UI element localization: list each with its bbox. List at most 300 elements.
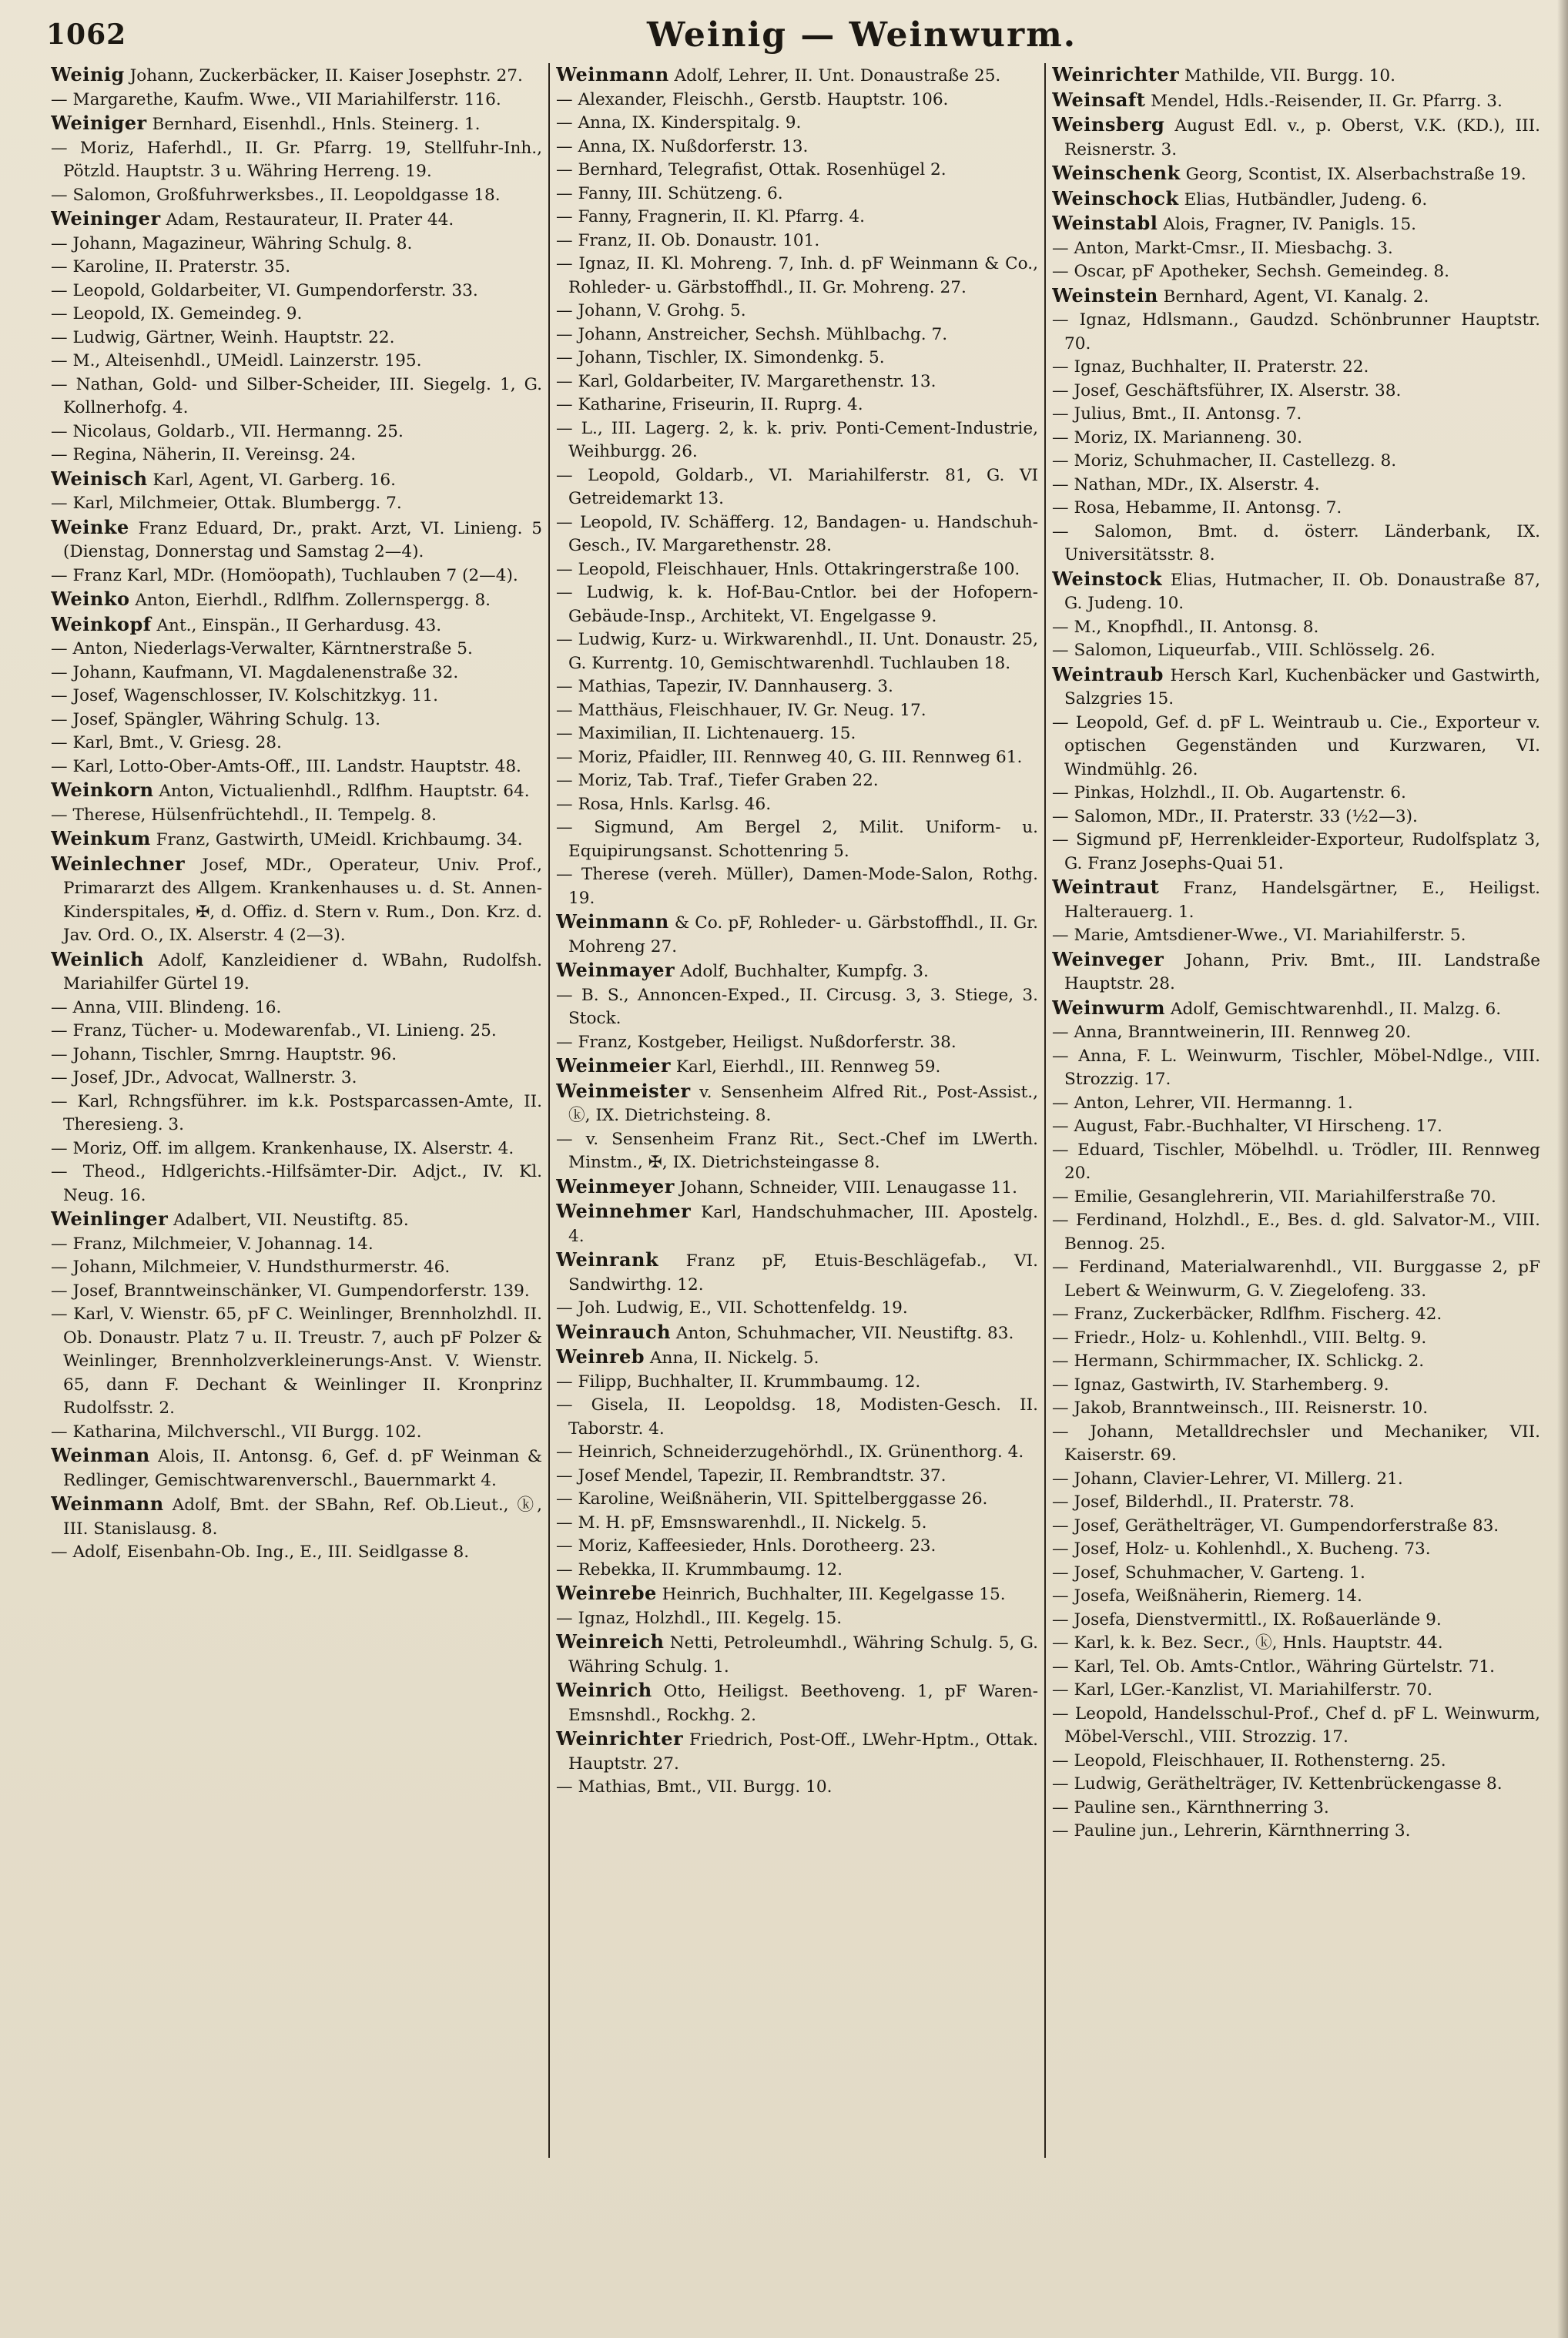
entry-text: — Johann, Kaufmann, VI. Magdalenenstraße 32. [51,662,459,682]
directory-entry [51,137,542,184]
directory-entry [51,996,542,1020]
entry-text: Johann, Schneider, VIII. Lenaugasse 11. [674,1177,1017,1197]
directory-entry [1052,1256,1540,1303]
entry-text: — Alexander, Fleischh., Gerstb. Hauptstr. 106. [556,89,949,109]
directory-entry-surname [1052,162,1540,187]
directory-entry-surname [51,613,542,638]
directory-entry-surname [51,112,542,137]
entry-text: — Franz, II. Ob. Donaustr. 101. [556,230,820,250]
directory-entry-surname [51,516,542,564]
directory-entry [556,1776,1038,1800]
entry-surname: Weinwurm [1052,996,1165,1019]
entry-text: Elias, Hutmacher, II. Ob. Donaustraße 87, G. Judeng. 10. [1064,570,1540,613]
entry-text: — Katharina, Milchverschl., VII Burgg. 102. [51,1422,422,1442]
directory-entry-surname [556,959,1038,984]
entry-surname: Weiniger [51,112,147,134]
entry-surname: Weinreich [556,1630,665,1653]
entry-text: — Josef, Schuhmacher, V. Garteng. 1. [1052,1563,1365,1583]
directory-entry [51,184,542,208]
entry-text: Alois, Fragner, IV. Panigls. 15. [1158,215,1417,234]
directory-entry [51,1067,542,1090]
entry-surname: Weinisch [51,467,148,490]
directory-entry [556,628,1038,675]
entry-text: — Anna, IX. Nußdorferstr. 13. [556,136,809,156]
entry-text: — Therese (vereh. Müller), Damen-Mode-Salon, Rothg. 19. [556,865,1038,908]
entry-text: — Regina, Näherin, II. Vereinsg. 24. [51,445,357,464]
directory-entry [556,1559,1038,1583]
entry-text: Adolf, Kanzleidiener d. WBahn, Rudolfsh. Mariahilfer Gürtel 19. [63,950,542,993]
directory-entry [51,804,542,828]
entry-surname: Weinman [51,1444,150,1466]
directory-entry-surname [556,1080,1038,1128]
directory-entry [1052,1209,1540,1256]
entry-text: — Emilie, Gesanglehrerin, VII. Mariahilferstraße 70. [1052,1187,1496,1207]
directory-entry [51,732,542,755]
directory-entry [556,1297,1038,1321]
directory-entry [51,1161,542,1208]
directory-entry-surname [51,63,542,89]
directory-entry [51,420,542,444]
entry-text: — Josef, Bilderhdl., II. Praterstr. 78. [1052,1492,1355,1512]
entry-text: Adalbert, VII. Neustiftg. 85. [168,1211,409,1230]
directory-entry-surname [1052,89,1540,114]
directory-entry [51,662,542,685]
directory-entry [51,492,542,516]
directory-entry-surname [556,1248,1038,1297]
directory-entry [51,1233,542,1257]
directory-entry [1052,1397,1540,1421]
entry-text: — Jakob, Branntweinsch., III. Reisnerstr. 10. [1052,1398,1429,1418]
entry-text: — Joh. Ludwig, E., VII. Schottenfeldg. 19. [556,1298,908,1318]
entry-text: Mendel, Hdls.-Reisender, II. Gr. Pfarrg. 3. [1145,91,1503,111]
directory-entry [51,1541,542,1565]
entry-text: — Hermann, Schirmmacher, IX. Schlickg. 2. [1052,1352,1425,1371]
entry-surname: Weinmann [51,1492,164,1515]
directory-entry [1052,1585,1540,1609]
directory-entry [1052,924,1540,948]
entry-text: — Anton, Niederlags-Verwalter, Kärntnerstraße 5. [51,639,473,658]
entry-text: — Franz, Zuckerbäcker, Rdlfhm. Fischerg. 42. [1052,1305,1442,1324]
entry-text: — Anna, IX. Kinderspitalg. 9. [556,113,802,132]
directory-entry [1052,1773,1540,1797]
entry-text: — Josef, Geschäftsführer, IX. Alserstr. 38. [1052,380,1402,400]
directory-entry [51,256,542,280]
entry-text: — Fanny, Fragnerin, II. Kl. Pfarrg. 4. [556,207,866,226]
entry-text: Georg, Scontist, IX. Alserbachstraße 19. [1180,165,1526,184]
entry-text: — Pauline sen., Kärnthnerring 3. [1052,1797,1329,1817]
entry-surname: Weinke [51,515,129,538]
directory-entry [556,1465,1038,1489]
entry-text: — Leopold, Goldarbeiter, VI. Gumpendorferstr. 33. [51,280,478,300]
entry-text: v. Sensenheim Alfred Rit., Post-Assist., ⓚ, IX. Dietrichsteing. 8. [568,1082,1038,1125]
entry-text: — Mathias, Tapezir, IV. Dannhauserg. 3. [556,677,893,696]
entry-surname: Weinmeyer [556,1174,675,1197]
directory-entry-surname [556,1582,1038,1607]
directory-entry [1052,1115,1540,1139]
entry-text: — B. S., Annoncen-Exped., II. Circusg. 3, 3. Stiege, 3. Stock. [556,985,1038,1028]
entry-text: — Sigmund, Am Bergel 2, Milit. Uniform- u. Equipirungsanst. Schottenring 5. [556,818,1038,861]
entry-surname: Weinreb [556,1345,645,1368]
entry-text: — Salomon, Bmt. d. österr. Länderbank, IX. Universitätsstr. 8. [1052,521,1540,564]
entry-text: — Leopold, Handelsschul-Prof., Chef d. pF L. Weinwurm, Möbel-Verschl., VIII. Strozzig. 17. [1052,1703,1540,1747]
directory-entry-surname [1052,663,1540,712]
directory-entry [51,1090,542,1137]
entry-text: Franz, Gastwirth, UMeidl. Krichbaumg. 34. [150,830,523,849]
directory-entry [1052,782,1540,806]
entry-text: — Sigmund pF, Herrenkleider-Exporteur, Rudolfsplatz 3, G. Franz Josephs-Quai 51. [1052,830,1540,873]
directory-entry-surname [51,827,542,852]
directory-entry [1052,1538,1540,1562]
entry-surname: Weinmann [556,910,669,933]
directory-entry-surname [1052,212,1540,237]
directory-entry [51,373,542,420]
directory-entry [556,323,1038,347]
directory-entry [1052,1515,1540,1539]
entry-text: Karl, Agent, VI. Garberg. 16. [147,470,396,490]
page-header [46,14,1540,60]
directory-entry [1052,1562,1540,1586]
page-edge-shadow [1557,0,1568,2338]
directory-entry [1052,521,1540,568]
entry-text: — Filipp, Buchhalter, II. Krummbaumg. 12. [556,1372,921,1392]
directory-entry [1052,1632,1540,1656]
directory-entry-surname [556,1175,1038,1201]
entry-text: Johann, Zuckerbäcker, II. Kaiser Josephstr. 27. [124,66,523,85]
entry-text: Anton, Schuhmacher, VII. Neustiftg. 83. [671,1323,1014,1343]
entry-text: Hersch Karl, Kuchenbäcker und Gastwirth, Salzgries 15. [1064,665,1540,708]
directory-entry [1052,380,1540,404]
entry-text: — Gisela, II. Leopoldsg. 18, Modisten-Gesch. II. Taborstr. 4. [556,1395,1038,1439]
directory-entry [556,417,1038,464]
directory-entry [1052,1374,1540,1398]
entry-text: — Nathan, Gold- und Silber-Scheider, III. Siegelg. 1, G. Kollnerhofg. 4. [51,374,542,417]
entry-text: — Katharine, Friseurin, II. Ruprg. 4. [556,395,863,414]
directory-entry [1052,450,1540,474]
entry-surname: Weinrich [556,1679,652,1701]
directory-entry [556,1031,1038,1055]
directory-entry [51,444,542,467]
entry-text: — Leopold, Fleischhauer, Hnls. Ottakringerstraße 100. [556,559,1020,579]
entry-surname: Weintraub [1052,662,1164,685]
entry-surname: Weinig [51,63,125,85]
directory-entry [1052,497,1540,521]
entry-text: Anna, II. Nickelg. 5. [645,1348,819,1368]
entry-text: — Therese, Hülsenfrüchtehdl., II. Tempelg. 8. [51,805,437,825]
entry-text: — Ludwig, Gärtner, Weinh. Hauptstr. 22. [51,327,395,347]
entry-text: — Nicolaus, Goldarb., VII. Hermanng. 25. [51,421,404,441]
entry-text: — Johann, Milchmeier, V. Hundsthurmerstr. 46. [51,1258,451,1277]
entry-text: — v. Sensenheim Franz Rit., Sect.-Chef im LWerth. Minstm., ✠, IX. Dietrichsteingasse 8. [556,1129,1038,1172]
directory-entry [556,300,1038,323]
directory-entry [556,511,1038,558]
directory-entry-surname [51,1208,542,1233]
directory-entry [556,1441,1038,1465]
entry-text: — Moriz, Haferhdl., II. Gr. Pfarrg. 19, Stellfuhr-Inh., Pötzld. Hauptstr. 3 u. Währing Herreng. 19. [51,138,542,181]
directory-entry [51,89,542,112]
directory-entry-surname [556,1345,1038,1371]
entry-text: — Karl, V. Wienstr. 65, pF C. Weinlinger, Brennholzhdl. II. Ob. Donaustr. Platz 7 u. II. Treustr. 7, auch pF Polzer & Weinlinger, Brennholzverkleinerungs-Anst. V. Wienstr. 65, dann F. Dechant & Weinlinger II. Kronprinz Rudolfsstr. 2. [51,1305,542,1418]
entry-text: — Salomon, MDr., II. Praterstr. 33 (½2—3). [1052,806,1418,826]
entry-text: — Fanny, III. Schützeng. 6. [556,183,783,203]
entry-text: — Karl, LGer.-Kanzlist, VI. Mariahilferstr. 70. [1052,1680,1433,1700]
entry-text: — Moriz, Off. im allgem. Krankenhause, IX. Alserstr. 4. [51,1138,514,1158]
entry-text: Johann, Priv. Bmt., III. Landstraße Hauptstr. 28. [1064,950,1540,993]
directory-entry [1052,1797,1540,1820]
directory-entry-surname [51,852,542,948]
directory-entry [556,1371,1038,1395]
directory-entry-surname [51,207,542,233]
directory-entry [556,206,1038,229]
directory-entry [51,303,542,327]
directory-entry [1052,1820,1540,1844]
directory-entry-surname [51,948,542,996]
entry-surname: Weinschock [1052,186,1179,209]
directory-entry-surname [1052,996,1540,1022]
entry-text: — Franz Karl, MDr. (Homöopath), Tuchlauben 7 (2—4). [51,565,518,585]
entry-text: Franz, Handelsgärtner, E., Heiligst. Halterauerg. 1. [1064,879,1540,922]
entry-text: — Theod., Hdlgerichts.-Hilfsämter-Dir. Adjct., IV. Kl. Neug. 16. [51,1162,542,1205]
column-3 [1052,63,1540,2320]
column-1 [51,63,542,2320]
entry-text: — Karl, k. k. Bez. Secr., ⓚ, Hnls. Hauptstr. 44. [1052,1633,1443,1653]
entry-text: — Adolf, Eisenbahn-Ob. Ing., E., III. Seidlgasse 8. [51,1542,470,1562]
entry-text: — Pauline jun., Lehrerin, Kärnthnerring 3. [1052,1821,1411,1841]
directory-entry [1052,639,1540,663]
directory-entry [1052,1186,1540,1210]
entry-text: Franz Eduard, Dr., prakt. Arzt, VI. Linieng. 5 (Dienstag, Donnerstag und Samstag 2—4). [63,518,542,561]
entry-text: & Co. pF, Rohleder- u. Gärbstoffhdl., II. Gr. Mohreng 27. [568,913,1038,956]
entry-text: Franz pF, Etuis-Beschlägefab., VI. Sandwirthg. 12. [568,1251,1038,1295]
entry-text: — Josef, Branntweinschänker, VI. Gumpendorferstr. 139. [51,1281,530,1301]
directory-entry [556,581,1038,628]
entry-text: — Karl, Tel. Ob. Amts-Cntlor., Währing Gürtelstr. 71. [1052,1656,1496,1676]
directory-entry [1052,1139,1540,1186]
entry-text: — Johann, Clavier-Lehrer, VI. Millerg. 21. [1052,1469,1403,1489]
entry-text: — Ignaz, Holzhdl., III. Kegelg. 15. [556,1608,843,1628]
entry-text: — Salomon, Liqueurfab., VIII. Schlösselg. 26. [1052,641,1436,660]
directory-entry-surname [51,588,542,613]
directory-entry [51,708,542,732]
entry-text: — Rebekka, II. Krummbaumg. 12. [556,1559,843,1579]
entry-surname: Weinstock [1052,567,1163,590]
entry-text: — Ignaz, II. Kl. Mohreng. 7, Inh. d. pF Weinmann & Co., Rohleder- u. Gärbstoffhdl., II. Gr. Mohreng. 27. [556,254,1038,297]
entry-text: Karl, Eierhdl., III. Rennweg 59. [671,1057,941,1077]
directory-entry [556,159,1038,183]
entry-surname: Weinrichter [1052,63,1180,85]
directory-entry [51,1043,542,1067]
entry-surname: Weinrebe [556,1582,657,1604]
directory-entry-surname [1052,63,1540,89]
directory-entry-surname [1052,284,1540,310]
directory-entry [51,1421,542,1445]
entry-text: — Moriz, Pfaidler, III. Rennweg 40, G. III. Rennweg 61. [556,747,1023,767]
directory-entry [556,183,1038,206]
entry-text: Adolf, Bmt. der SBahn, Ref. Ob.Lieut., ⓚ, III. Stanislausg. 8. [63,1496,542,1539]
entry-text: — Marie, Amtsdiener-Wwe., VI. Mariahilferstr. 5. [1052,926,1466,945]
entry-surname: Weinrichter [556,1727,684,1750]
directory-entry-surname [1052,876,1540,924]
entry-text: — Josef, Spängler, Währing Schulg. 13. [51,709,380,729]
entry-text: — Karl, Milchmeier, Ottak. Blumbergg. 7. [51,494,402,513]
directory-entry [1052,712,1540,782]
entry-text: — Johann, Anstreicher, Sechsh. Mühlbachg. 7. [556,324,948,344]
entry-text: — Ludwig, Geräthelträger, IV. Kettenbrückengasse 8. [1052,1774,1503,1794]
entry-surname: Weinrank [556,1248,659,1271]
entry-text: — Julius, Bmt., II. Antonsg. 7. [1052,404,1302,424]
entry-text: — Anton, Markt-Cmsr., II. Miesbachg. 3. [1052,238,1393,258]
entry-text: — Franz, Milchmeier, V. Johannag. 14. [51,1234,374,1254]
directory-entry [1052,1750,1540,1774]
directory-entry-surname [51,1444,542,1492]
entry-text: — Ignaz, Gastwirth, IV. Starhemberg. 9. [1052,1375,1389,1395]
entry-text: — Franz, Kostgeber, Heiligst. Nußdorferstr. 38. [556,1032,957,1052]
entry-text: — Rosa, Hnls. Karlsg. 46. [556,794,772,814]
directory-entry [1052,1327,1540,1351]
directory-entry [51,685,542,708]
directory-entry [1052,237,1540,261]
entry-text: Heinrich, Buchhalter, III. Kegelgasse 15. [656,1585,1006,1604]
directory-entry-surname [556,1321,1038,1346]
entry-text: — Josef Mendel, Tapezir, II. Rembrandtstr. 37. [556,1465,946,1486]
entry-text: — Johann, Magazineur, Währing Schulg. 8. [51,233,413,253]
entry-text: — Rosa, Hebamme, II. Antonsg. 7. [1052,498,1342,518]
entry-text: — Margarethe, Kaufm. Wwe., VII Mariahilferstr. 116. [51,89,501,109]
directory-entry [556,793,1038,817]
entry-text: — M., Knopfhdl., II. Antonsg. 8. [1052,617,1319,637]
directory-entry [1052,260,1540,284]
entry-text: — Mathias, Bmt., VII. Burgg. 10. [556,1777,833,1797]
entry-text: Otto, Heiligst. Beethoveng. 1, pF Waren-Emsnshdl., Rockhg. 2. [568,1682,1038,1725]
directory-entry-surname [51,779,542,804]
directory-entry [1052,1045,1540,1092]
entry-text: — Karl, Goldarbeiter, IV. Margarethenstr. 13. [556,371,936,391]
directory-entry [556,464,1038,511]
directory-entry [1052,806,1540,829]
entry-text: Ant., Einspän., II Gerhardusg. 43. [151,615,442,635]
directory-entry [1052,403,1540,427]
directory-entry [51,327,542,350]
entry-text: — Karoline, Weißnäherin, VII. Spittelberggasse 26. [556,1489,988,1509]
entry-surname: Weinsaft [1052,88,1146,111]
directory-entry [1052,427,1540,451]
entry-text: — Josefa, Dienstvermittl., IX. Roßauerlände 9. [1052,1609,1442,1630]
entry-text: — Karl, Bmt., V. Griesg. 28. [51,733,282,752]
directory-entry [1052,1021,1540,1045]
entry-surname: Weinmeister [556,1079,691,1102]
entry-text: — Moriz, Kaffeesieder, Hnls. Dorotheerg. 23. [556,1536,936,1556]
directory-entry-surname [1052,187,1540,213]
entry-text: — Johann, V. Grohg. 5. [556,301,746,320]
entry-surname: Weinmeier [556,1054,672,1077]
directory-entry [556,1128,1038,1175]
directory-entry-surname [51,1492,542,1541]
entry-text: — Josef, Holz- u. Kohlenhdl., X. Bucheng. 73. [1052,1539,1431,1559]
directory-entry [556,746,1038,770]
entry-text: Josef, MDr., Operateur, Univ. Prof., Primararzt des Allgem. Krankenhauses u. d. St. Annen-Kinderspitales, ✠, d. Offiz. d. Stern v. Rum., Don. Krz. d. Jav. Ord. O., IX. Alserstr. 4 (2—3). [63,855,542,945]
directory-entry [1052,1303,1540,1327]
entry-text: — Karl, Lotto-Ober-Amts-Off., III. Landstr. Hauptstr. 48. [51,756,521,776]
directory-entry [1052,1468,1540,1492]
directory-entry-surname [1052,113,1540,162]
directory-entry [556,1488,1038,1512]
page-number: 1062 [46,18,127,51]
directory-entry [51,564,542,588]
directory-entry-surname [1052,568,1540,616]
directory-entry [556,229,1038,253]
directory-entry [1052,1703,1540,1750]
directory-entry-surname [556,1054,1038,1080]
entry-surname: Weintraut [1052,876,1160,898]
entry-text: — Moriz, IX. Mariannеng. 30. [1052,427,1303,447]
entry-text: — Matthäus, Fleischhauer, IV. Gr. Neug. 17. [556,700,926,720]
entry-text: — L., III. Lagerg. 2, k. k. priv. Ponti-Cement-Industrie, Weihburgg. 26. [556,418,1038,461]
directory-entry [51,280,542,303]
directory-entry [51,1280,542,1304]
entry-text: Elias, Hutbändler, Judeng. 6. [1178,189,1428,209]
entry-text: Alois, II. Antonsg. 6, Gef. d. pF Weinman & Redlinger, Gemischtwarenverschl., Bauernmarkt 4. [63,1447,542,1490]
entry-surname: Weinlich [51,947,145,970]
entry-text: — Moriz, Tab. Traf., Tiefer Graben 22. [556,771,879,790]
entry-text: — Ferdinand, Holzhdl., E., Bes. d. gld. Salvator-M., VIII. Bennog. 25. [1052,1211,1540,1254]
directory-entry [556,722,1038,746]
directory-entry [556,370,1038,394]
entry-text: Netti, Petroleumhdl., Währing Schulg. 5, G. Währing Schulg. 1. [568,1633,1038,1676]
entry-text: Adolf, Buchhalter, Kumpfg. 3. [675,962,929,981]
entry-surname: Weininger [51,207,161,229]
directory-entry [1052,1491,1540,1515]
directory-entry [556,984,1038,1031]
directory-entry [556,558,1038,582]
entry-text: — Oscar, pF Apotheker, Sechsh. Gemeindeg. 8. [1052,262,1450,281]
entry-text: Karl, Handschuhmacher, III. Apostelg. 4. [568,1203,1038,1246]
entry-text: — Anton, Lehrer, VII. Hermanng. 1. [1052,1093,1353,1113]
entry-text: — Anna, VIII. Blindeng. 16. [51,997,282,1017]
entry-text: Adolf, Lehrer, II. Unt. Donaustraße 25. [668,66,1001,85]
directory-entry [1052,356,1540,380]
entry-surname: Weinveger [1052,947,1164,970]
directory-entry [556,863,1038,910]
entry-text: August Edl. v., p. Oberst, V.K. (KD.), III. Reisnerstr. 3. [1064,116,1540,159]
directory-entry [556,769,1038,793]
directory-entry-surname [556,910,1038,959]
entry-surname: Weinkorn [51,779,154,801]
entry-text: — Josef, Wagenschlosser, IV. Kolschitzkyg. 11. [51,686,438,705]
entry-text: — Johann, Tischler, IX. Simondenkg. 5. [556,348,885,367]
column-2 [556,63,1038,2320]
directory-entry [51,1303,542,1421]
running-head: Weinig — Weinwurm. [647,15,1077,55]
directory-entry [1052,616,1540,640]
entry-surname: Weinkopf [51,612,152,635]
entry-surname: Weinstabl [1052,212,1158,234]
directory-entry [556,816,1038,863]
entry-text: — Josef, Geräthelträger, VI. Gumpendorferstraße 83. [1052,1516,1499,1536]
entry-text: Mathilde, VII. Burgg. 10. [1179,66,1395,85]
entry-text: — Leopold, Goldarb., VI. Mariahilferstr. 81, G. VI Getreidemarkt 13. [556,465,1038,508]
directory-entry [1052,1679,1540,1703]
entry-text: — Franz, Tücher- u. Modewarenfab., VI. Linieng. 25. [51,1021,497,1040]
entry-text: Adolf, Gemischtwarenhdl., II. Malzg. 6. [1164,999,1502,1019]
entry-text: Bernhard, Eisenhdl., Hnls. Steinerg. 1. [146,115,481,134]
directory-entry [556,394,1038,417]
entry-text: — Ludwig, Kurz- u. Wirkwarenhdl., II. Unt. Donaustr. 25, G. Kurrentg. 10, Gemischtwarenhdl. Tuchlauben 18. [556,630,1038,673]
directory-entry [51,755,542,779]
directory-entry-surname [556,1630,1038,1679]
directory-entry [556,89,1038,112]
directory-entry-surname [556,1727,1038,1776]
entry-text: — Ignaz, Buchhalter, II. Praterstr. 22. [1052,357,1369,377]
directory-entry [1052,309,1540,356]
